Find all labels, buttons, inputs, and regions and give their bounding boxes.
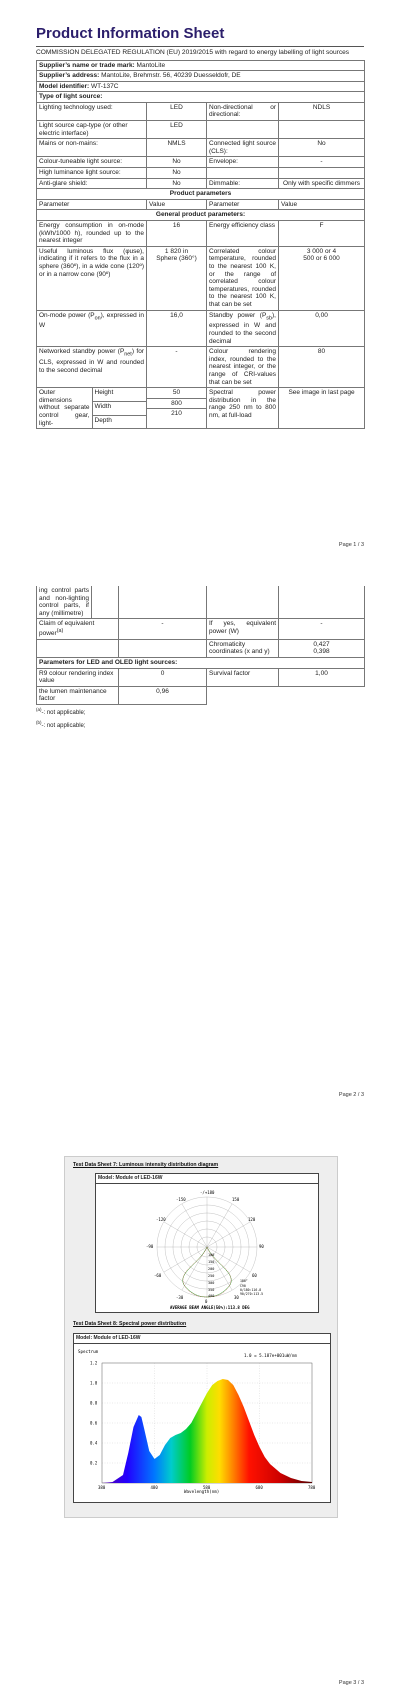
value-line: 500 or 6 000	[303, 255, 340, 263]
y-tick-label: 0.2	[90, 1460, 98, 1466]
table-row	[37, 619, 365, 639]
param-value: Only with specific dimmers	[279, 178, 365, 189]
param-value: -	[147, 347, 207, 388]
polar-label: 90	[259, 1244, 264, 1249]
polar-label: 30	[234, 1295, 239, 1300]
y-tick-label: 1.2	[90, 1360, 98, 1366]
dim-label: Depth	[94, 416, 112, 424]
info-table-continued	[36, 586, 365, 705]
model-id-label: Model identifier:	[39, 82, 90, 90]
dim-label: Height	[92, 388, 146, 401]
page-title: Product Information Sheet	[36, 25, 225, 42]
param-value: NMLS	[147, 139, 207, 157]
polar-diagram	[142, 1185, 272, 1311]
spectrum-chart	[74, 1345, 330, 1501]
dim-value: 800	[147, 399, 206, 410]
param-value	[279, 639, 365, 657]
param-label: Colour-tuneable light source:	[37, 157, 147, 168]
table-row	[37, 168, 365, 179]
param-value: No	[147, 157, 207, 168]
spectrum-ylabel: Spectrum	[78, 1349, 99, 1354]
label-part: ) for CLS, expressed in W and rounded to the second decimal	[39, 348, 144, 374]
table-row	[37, 246, 365, 310]
table-row	[37, 668, 365, 686]
polar-label: -60	[154, 1273, 162, 1278]
value-line: 0,398	[313, 648, 330, 656]
tds8-title: Test Data Sheet 8: Spectral power distribution	[73, 1321, 187, 1327]
spectrum-note: 1.0 = 5.187e+001uW/nm	[244, 1353, 297, 1358]
param-label: Lighting technology used:	[37, 102, 147, 120]
param-value: No	[147, 178, 207, 189]
column-header: Value	[147, 199, 207, 210]
polar-label-top: -/+180	[200, 1190, 215, 1195]
y-tick-label: 0.8	[90, 1400, 98, 1406]
param-value: No	[279, 139, 365, 157]
supplier-address-label: Supplier’s address:	[39, 72, 100, 80]
param-value: 0	[119, 668, 207, 686]
polar-label: 0	[205, 1299, 208, 1304]
param-value: See image in last page	[279, 388, 365, 429]
label-part: ), expressed in W	[39, 311, 144, 330]
polar-value: 400	[208, 1294, 215, 1298]
param-value: 16	[147, 221, 207, 247]
product-params-heading: Product parameters	[37, 189, 365, 200]
param-label: Mains or non-mains:	[37, 139, 147, 157]
param-value: 16,0	[147, 310, 207, 347]
page-number: Page 2 / 3	[338, 1092, 364, 1098]
page-2	[0, 580, 400, 1110]
dim-label: Width	[92, 401, 146, 415]
footnote	[36, 718, 364, 731]
param-value: 1,00	[279, 668, 365, 686]
footnote-mark: (a)	[36, 706, 42, 712]
page-number: Page 1 / 3	[338, 542, 364, 548]
param-label: Energy consumption in on-mode (kWh/1000 h), rounded up to the nearest integer	[37, 221, 147, 247]
polar-legend: 0/180:116.8	[240, 1288, 262, 1292]
param-label	[207, 310, 279, 347]
value-line: 0,427	[313, 640, 330, 648]
general-params-heading: General product parameters:	[37, 210, 365, 221]
label-part: Standby power (P	[209, 311, 267, 319]
footnote	[36, 705, 364, 718]
polar-value: 100	[208, 1253, 215, 1257]
param-label: Colour rendering index, rounded to the nearest integer, or the range of CRI-values that can be set	[207, 347, 279, 388]
param-label: Outer dimensions without separate control gear, light-	[37, 388, 92, 428]
polar-label: -30	[176, 1295, 184, 1300]
dim-value: 50	[147, 388, 206, 399]
polar-label: 120	[248, 1217, 256, 1222]
dim-value: 210	[171, 410, 182, 418]
param-value	[147, 246, 207, 310]
polar-value: 250	[208, 1274, 215, 1278]
param-value: F	[279, 221, 365, 247]
page-number: Page 3 / 3	[338, 1680, 364, 1686]
polar-label: 150	[232, 1197, 240, 1202]
value-line: 1 820 in	[164, 247, 189, 255]
param-label: Spectral power distribution in the range 250 nm to 800 nm, at full-load	[207, 388, 279, 429]
polar-label: -150	[176, 1197, 186, 1202]
label-part: ), expressed in W and rounded to the second decimal	[209, 311, 276, 345]
tds7-model: Model: Module of LED-16W	[98, 1175, 163, 1181]
model-id: WT-137C	[91, 82, 119, 90]
param-label	[37, 347, 147, 388]
polar-value: 350	[208, 1288, 215, 1292]
column-header: Parameter	[207, 199, 279, 210]
label-part: On-mode power (P	[39, 311, 95, 319]
polar-label: -120	[156, 1217, 166, 1222]
polar-legend: 180°	[240, 1279, 248, 1283]
y-tick-label: 0.6	[90, 1420, 98, 1426]
y-tick-label: 1.0	[90, 1380, 98, 1386]
label-sup: (a)	[56, 627, 64, 634]
table-row	[37, 310, 365, 347]
param-label: Energy efficiency class	[207, 221, 279, 247]
param-value: 0,00	[279, 310, 365, 347]
polar-legend: C90	[240, 1284, 246, 1288]
supplier-name-label: Supplier’s name or trade mark:	[39, 61, 135, 69]
param-label	[37, 619, 119, 639]
param-label: Envelope:	[207, 157, 279, 168]
table-row	[37, 221, 365, 247]
table-row	[37, 686, 365, 704]
regulation-text: COMMISSION DELEGATED REGULATION (EU) 2019/2015 with regard to energy labelling of light sources	[36, 46, 364, 58]
column-header: Value	[279, 199, 365, 210]
polar-value: 150	[208, 1260, 215, 1264]
param-value: -	[279, 157, 365, 168]
param-label: If yes, equivalent power (W)	[207, 619, 279, 639]
label-part: Claim of equivalent power	[39, 620, 95, 638]
table-row	[37, 157, 365, 168]
column-header: Parameter	[37, 199, 147, 210]
polar-footer: AVERAGE BEAM ANGLE(50%):113.8 DEG	[170, 1305, 250, 1310]
supplier-address: MantoLite, Brehmstr. 56, 40239 Duesseldofr, DE	[101, 72, 241, 80]
test-data-sheet-image	[64, 1156, 338, 1518]
value-line: 3 000 or 4	[306, 247, 337, 255]
param-value: No	[147, 168, 207, 179]
x-tick-label: 780	[308, 1485, 316, 1490]
param-label: R9 colour rendering index value	[37, 668, 119, 686]
info-table	[36, 60, 365, 430]
param-label: Useful luminous flux (φuse), indicating if it refers to the flux in a sphere (360º), in a wide cone (120º) or in a narrow cone (90º)	[37, 246, 147, 310]
footnote-text: -: not applicable;	[41, 709, 86, 716]
table-row	[37, 347, 365, 388]
param-label: Connected light source (CLS):	[207, 139, 279, 157]
param-label: High luminance light source:	[37, 168, 147, 179]
spectrum-xlabel: Wavelength(nm)	[184, 1489, 220, 1494]
label-sub: on	[94, 314, 101, 321]
x-tick-label: 680	[255, 1485, 263, 1490]
type-section-heading: Type of light source:	[37, 92, 365, 103]
table-row	[37, 639, 365, 657]
param-label: Anti-glare shield:	[37, 178, 147, 189]
table-row	[37, 121, 365, 139]
column-header-row	[37, 199, 365, 210]
label-sub: sb	[266, 314, 273, 321]
table-row	[37, 178, 365, 189]
page-3	[0, 1124, 400, 1698]
param-value: -	[279, 619, 365, 639]
param-value: 0,96	[119, 686, 207, 704]
table-row	[37, 586, 365, 619]
polar-value: 200	[208, 1267, 215, 1271]
label-part: Networked standby power (P	[39, 348, 125, 356]
param-label: Correlated colour temperature, rounded to the nearest 100 K, or the range of correlated colour temperatures, rounded to the nearest 100 K, that can be set	[207, 246, 279, 310]
param-value	[279, 246, 365, 310]
param-value: 80	[279, 347, 365, 388]
param-value: LED	[147, 121, 207, 139]
x-tick-label: 380	[98, 1485, 106, 1490]
label-sub: net	[124, 351, 132, 358]
polar-label: 60	[252, 1273, 257, 1278]
param-label: ing control parts and non-lighting control parts, if any (millimetre)	[37, 586, 92, 619]
param-label: Chromaticity coordinates (x and y)	[207, 639, 279, 657]
led-params-heading: Parameters for LED and OLED light sources:	[37, 657, 365, 668]
page-1	[0, 0, 400, 565]
param-label	[37, 310, 147, 347]
param-label: Non-directional or directional:	[207, 102, 279, 120]
polar-label: -90	[146, 1244, 154, 1249]
footnote-mark: (b)	[36, 719, 42, 725]
tds8-frame	[73, 1333, 331, 1503]
spectrum-area	[102, 1379, 312, 1483]
param-label: Light source cap-type (or other electric interface)	[37, 121, 147, 139]
table-row	[37, 139, 365, 157]
table-row	[37, 102, 365, 120]
tds7-frame	[95, 1173, 319, 1313]
x-tick-label: 580	[203, 1485, 211, 1490]
param-value: LED	[147, 102, 207, 120]
polar-value: 300	[208, 1281, 215, 1285]
param-label: Survival factor	[207, 668, 279, 686]
supplier-name: MantoLite	[136, 61, 166, 69]
tds8-model: Model: Module of LED-16W	[76, 1335, 141, 1341]
table-row	[37, 388, 365, 429]
value-line: Sphere (360°)	[156, 255, 197, 263]
param-label: the lumen maintenance factor	[37, 686, 119, 704]
x-tick-label: 480	[150, 1485, 158, 1490]
tds7-title: Test Data Sheet 7: Luminous intensity distribution diagram	[73, 1162, 219, 1168]
param-value: NDLS	[279, 102, 365, 120]
y-tick-label: 0.4	[90, 1440, 98, 1446]
param-label: Dimmable:	[207, 178, 279, 189]
param-value: -	[119, 619, 207, 639]
polar-legend: 90/270:113.5	[240, 1292, 264, 1296]
footnote-text: -: not applicable;	[41, 722, 86, 729]
